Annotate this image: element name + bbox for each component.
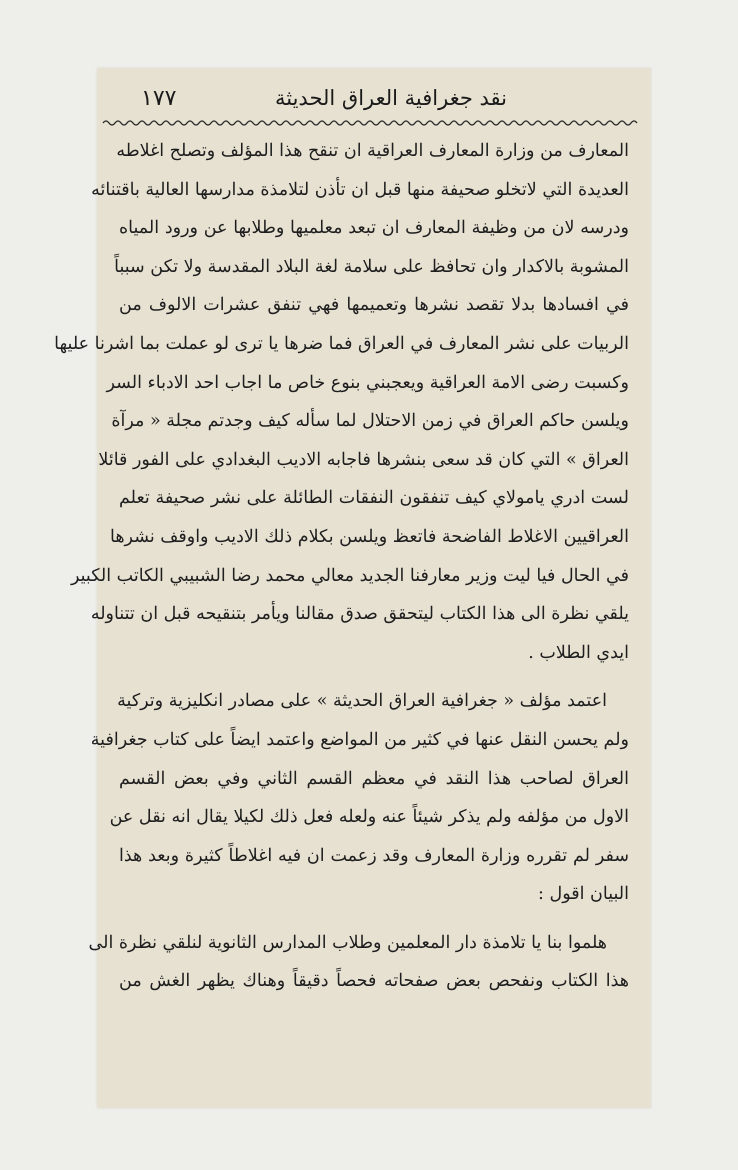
wavy-divider-rule: [103, 118, 633, 128]
text-line: وكسبت رضى الامة العراقية ويعجبني بنوع خاص ما اجاب احد الادباء السر: [106, 372, 629, 393]
body-text: [54, 132, 629, 1001]
text-line: العراق لصاحب هذا النقد في معظم القسم الثاني وفي بعض القسم: [119, 768, 629, 789]
text-line: الربيات على نشر المعارف في العراق فما ضرها يا ترى لو عملت بما اشرنا عليها: [54, 333, 629, 354]
book-page: [54, 68, 651, 1108]
paragraph-gap: [119, 672, 629, 682]
paragraph-1: [54, 132, 629, 672]
text-line: ولم يحسن النقل عنها في كثير من المواضع واعتمد ايضاً على كتاب جغرافية: [90, 729, 629, 750]
paragraph-gap: [119, 914, 629, 924]
text-line: العراق » التي كان قد سعى بنشرها فاجابه الاديب البغدادي على الفور قائلا: [98, 449, 629, 470]
text-line: ايدي الطلاب .: [528, 642, 629, 663]
text-line: المعارف من وزارة المعارف العراقية ان تنقح هذا المؤلف وتصلح اغلاطه: [116, 141, 629, 161]
text-line: البيان اقول :: [538, 884, 629, 905]
text-line: هلموا بنا يا تلامذة دار المعلمين وطلاب المدارس الثانوية لنلقي نظرة الى: [88, 932, 607, 953]
text-line: في افسادها بدلا تقصد نشرها وتعميمها فهي تنفق عشرات الالوف من: [119, 295, 629, 316]
text-line: في الحال فيا ليت وزير معارفنا الجديد معالي محمد رضا الشبيبي الكاتب الكبير: [71, 565, 629, 586]
text-line: العديدة التي لاتخلو صحيفة منها قبل ان تأذن لتلامذة مدارسها العالية باقتنائه: [91, 179, 629, 200]
text-line: اعتمد مؤلف « جغرافية العراق الحديثة » على مصادر انكليزية وتركية: [117, 691, 607, 712]
paragraph-3: [88, 924, 629, 1001]
page-number: ١٧٧: [141, 86, 177, 111]
text-line: الاول من مؤلفه ولم يذكر شيئاً عنه ولعله فعل ذلك لكيلا يقال انه نقل عن: [109, 807, 629, 828]
text-line: هذا الكتاب ونفحص بعض صفحاته فحصاً دقيقاً وهناك يظهر الغش من: [119, 971, 629, 992]
text-line: سفر لم تقرره وزارة المعارف وقد زعمت ان فيه اغلاطاً كثيرة وبعد هذا: [119, 845, 629, 866]
page-header: [121, 86, 627, 122]
paragraph-2: [90, 682, 629, 914]
text-line: يلقي نظرة الى هذا الكتاب ليتحقق صدق مقالنا ويأمر بتنقيحه قبل ان تتناوله: [90, 604, 629, 625]
text-line: ودرسه لان من وظيفة المعارف ان تبعد معلميها وطلابها عن ورود المياه: [119, 218, 629, 239]
running-title: نقد جغرافية العراق الحديثة: [274, 86, 507, 110]
text-line: لست ادري يامولاي كيف تنفقون النفقات الطائلة على نشر صحيفة تعلم: [119, 488, 629, 509]
text-line: العراقيين الاغلاط الفاضحة فاتعظ ويلسن بكلام ذلك الاديب واوقف نشرها: [110, 526, 629, 547]
text-line: ويلسن حاكم العراق في زمن الاحتلال لما سأله كيف وجدتم مجلة « مرآة: [111, 411, 629, 432]
text-line: المشوبة بالاكدار وان تحافظ على سلامة لغة البلاد المقدسة ولا تكن سبباً: [114, 256, 629, 277]
